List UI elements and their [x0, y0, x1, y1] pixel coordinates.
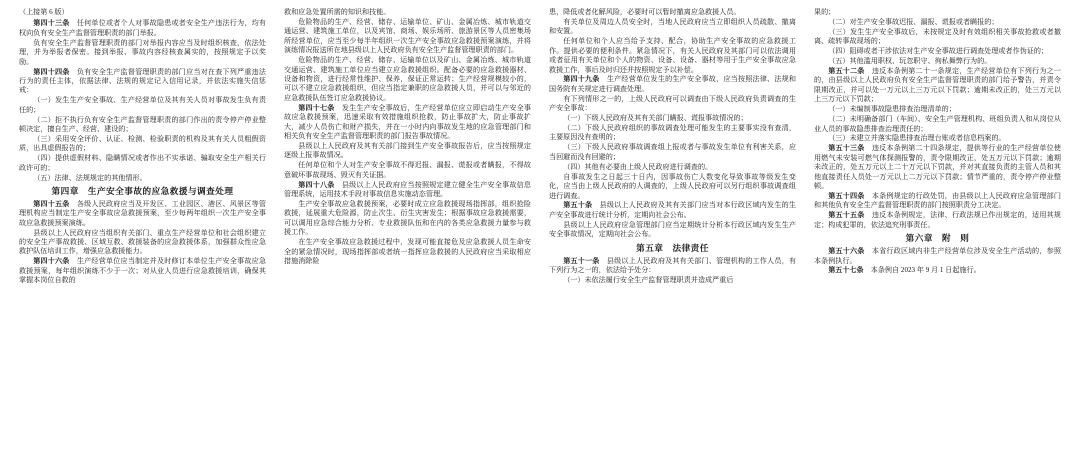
text-column-4 — [805, 8, 1070, 449]
paragraph: 任何单位和个人应当给予支持、配合，协助生产安全事故的应急救援工作。提供必要的便利条件。紧急情况下，有关人民政府及其部门可以依法调用或者征用有关单位和个人的物资、设备、设备、器材等用于生产安全事故应急救援工作，事后及时归还并按照规定予以补偿。 — [549, 37, 796, 74]
paragraph: 第四十四条 负有安全生产监督管理职责的部门应当对在查下列严重违法行为的责任主体，依据法律、法规的规定记入信用记录，并依法实施失信惩戒： — [19, 67, 266, 95]
paragraph: 负有安全生产监督管理职责的部门对举报内容应当及时组织核查，依法处理，并为举报者保密。接到举报、事故内容经核查属实的，按照规定予以奖励。 — [19, 38, 266, 66]
paragraph: （一）下级人民政府及其有关部门瞒报、谎报事故情况的； — [563, 114, 748, 123]
paragraph: （一）发生生产安全事故、生产经营单位及其有关人员对事故发生负有责任的； — [19, 96, 266, 114]
paragraph: 患，降低或者化解风险，必要时可以暂时撤离应急救援人员。 — [549, 8, 741, 16]
paragraph: 果的； — [814, 8, 836, 16]
paragraph: （二）下级人民政府组织的事故调查处理可能发生的主要事实没有查清，主要原因没有查明的； — [549, 124, 796, 142]
paragraph: 第五十二条 违反本条例第二十一条规定，生产经营单位有下列行为之一的，由县级以上人民政府负有安全生产监督管理职责的部门给予警告，并责令限期改正，并可以处一万元以上三万元以下罚款；逾期未改正的，处三万元以上三万元以下罚款； — [814, 67, 1061, 104]
chapter-heading: 第五章 法律责任 — [636, 242, 709, 253]
paragraph: 任何单位和个人对生产安全事故不得迟报、漏报、谎报或者瞒报，不得故意破坏事故现场、毁灭有关证据。 — [284, 161, 531, 179]
paragraph: 县级以上人民政府应急管理部门应当定期统计分析本行政区域内发生生产安全事故情况，定期向社会公布。 — [549, 220, 796, 239]
paragraph: 生产安全事故应急救援预案，必要时成立应急救援现场指挥部，组织抢险救援，延展重大危险源，防止次生、衍生灾害发生；根据事故应急救援需要，可以调用应急综合能力分析、专业救援队伍和在内的各类应急救援力量参与救援工作。 — [284, 199, 531, 237]
text-column-1 — [10, 8, 275, 449]
paragraph: 第五十一条 县级以上人民政府及其有关部门、管理机构的工作人员，有下列行为之一的，依法给予处分： — [549, 256, 796, 274]
paragraph: （三）采用安全评价、认证、检测、检验职责的机构及其有关人员粗假资质，出具虚假报告的； — [19, 134, 266, 153]
paragraph: 第五十五条 违反本条例规定，法律、行政法规已作出规定的，适用其规定；构成犯罪的，依法追究刑事责任。 — [814, 211, 1061, 229]
paragraph: 自事故发生之日起三十日内，因事故伤亡人数变化导致事故等级发生变化，应当由上级人民政府的人调查的，上级人民政府可以另行组织事故调查组进行调查。 — [549, 172, 796, 200]
paragraph: 第四十六条 生产经营单位应当制定并及时修订本单位生产安全事故应急救援预案，每年组织演练不少于一次；对从业人员进行应急救援培训，确保其掌握本岗位自救的 — [19, 257, 266, 285]
chapter-heading: 第六章 附 则 — [905, 233, 970, 244]
paragraph: （一）未依法履行安全生产监督管理职责并造成严重后 — [563, 275, 734, 284]
paragraph: （五）法律、法规规定的其他情形。 — [33, 173, 147, 182]
paragraph: （五）其他滥用职权、玩忽职守、徇私舞弊行为的。 — [828, 57, 992, 66]
paragraph: 第四十八条 县级以上人民政府应当按照规定建立健全生产安全事故信息管理系统，运用技术手段对事故信息实施动态管理。 — [284, 180, 531, 199]
paragraph: 第五十七条 本条例自 2023 年 9 月 1 日起施行。 — [828, 266, 981, 275]
paragraph: （三）发生生产安全事故后，未按规定及时有效组织相关事故抢救或者撤离、疏转事故现场的； — [814, 27, 1061, 46]
paragraph: （三）下级人民政府事故调查组上报或者与事故发生单位有利害关系，应当回避而没有回避的； — [549, 143, 796, 161]
paragraph: 第五十四条 本条例规定的行政处罚，由县级以上人民政府应急管理部门和其他负有安全生产监督管理职责的部门按照职责分工决定。 — [814, 192, 1061, 210]
chapter-heading: 第四章 生产安全事故的应急救援与调查处理 — [51, 186, 234, 197]
paragraph: （三）未建立并落实隐患排查治理台账或者信息档案的。 — [828, 134, 1006, 143]
continuation-note: （上接第 6 版） — [19, 8, 69, 16]
paragraph: （四）阻碍或者干涉依法对生产安全事故进行调查处理或者作伪证的； — [828, 47, 1049, 56]
text-column-3 — [540, 8, 805, 449]
paragraph: 县级以上人民政府应当组织有关部门、重点生产经营单位和社会组织建立的安全生产事故救援、区域互救、救援装备的应急救援体系，加强群众性应急救护队伍培训工作，增强应急救援能力。 — [19, 228, 266, 256]
paragraph: 第五十条 县级以上人民政府及其有关部门应当对本行政区域内发生的生产安全事故进行统计分析，定期向社会公布。 — [549, 201, 796, 219]
paragraph: （二）拒不执行负有安全生产监督管理职责的部门作出的责令停产停业整顿决定，擅自生产、经营、建设的； — [19, 115, 266, 134]
paragraph: 第四十九条 生产经营单位发生的生产安全事故，应当按照法律、法规和国务院有关规定进行调查处理。 — [549, 75, 796, 93]
paragraph: 县级以上人民政府及其有关部门接到生产安全事故报告后，应当按照规定逐级上报事故情况。 — [284, 141, 531, 160]
paragraph: 危险物品的生产、经营、储存、运输单位、矿山、金属冶炼、城市轨道交通运营、建筑施工单位，以及宾馆、商场、娱乐场所、旅游景区等人员密集场所经营单位，应当至少每半年组织一次生产安全事故应急救援预案演练，并将演练情况报送所在地县级以上人民政府负有安全生产监督管理职责的部门。 — [284, 17, 531, 55]
paragraph: 第四十三条 任何单位或者个人对事故隐患或者安全生产违法行为，均有权向负有安全生产监督管理职责的部门举报。 — [19, 19, 266, 37]
paragraph: （四）提供虚假材料、隐瞒情况或者作出不实承诺、骗取安全生产相关行政许可的； — [19, 154, 266, 172]
paragraph: 第四十七条 发生生产安全事故后，生产经营单位应立即启动生产安全事故应急救援预案，迅速采取有效措施组织抢救，防止事故扩大，防止事故扩大，减少人员伤亡和财产损失，并在一小时内向事故发生地的应急管理部门和相关负有安全生产监督管理职责的部门报告事故情况。 — [284, 103, 531, 140]
paragraph: （四）其他有必要由上级人民政府进行调查的。 — [563, 162, 713, 171]
paragraph: 第五十三条 违反本条例第二十四条规定，提供等行业的生产经营单位使用燃气未安装可燃气体探测报警的，责令限期改正，处五万元以下罚款；逾期未改正的，处五万元以上二十万元以下罚款，并对其直接负责的主管人员和其他直接责任人员处一万元以上二万元以下罚款；情节严重的，责令停产停业整顿。 — [814, 144, 1061, 191]
paragraph: 有下列情形之一的，上级人民政府可以调查由下级人民政府负责调查的生产安全事故： — [549, 94, 796, 113]
paragraph: 救和应急处置所需的知识和技能。 — [284, 8, 391, 16]
paragraph: 在生产安全事故应急救援过程中，发现可能直接危及应急救援人员生命安全的紧急情况时，现场指挥部或者统一指挥应急救援的人民政府应当采取相应措施消除险 — [284, 238, 531, 265]
paragraph: 第四十五条 各级人民政府应当及开发区、工业园区、港区、风景区等管理机构应当制定生产安全事故应急救援预案，至少每两年组织一次生产安全事故应急救援预案演练。 — [19, 199, 266, 227]
paragraph: （一）未编制事故隐患排查治理清单的； — [828, 105, 956, 114]
paragraph: 危险物品的生产、经营、储存、运输单位以及矿山、金属冶炼、城市轨道交通运营、建筑施工单位应当建立应急救援组织。配备必要的应急救援器材、设备和物资，进行经常性维护、保养，保证正常运转；生产经营规模较小的，可以不建立应急救援组织，但应当指定兼职的应急救援人员，并可以与邻近的应急救援队伍签订应急救援协议。 — [284, 56, 531, 102]
text-column-2 — [275, 8, 540, 449]
paragraph: （二）未明确备部门（车间）、安全生产管理机构、班组负责人和从岗位从业人员的事故隐患排查治理责任的； — [814, 115, 1061, 133]
paragraph: 有关单位及周边人员安全时，当地人民政府应当立即组织人员疏散、撤离和安置。 — [549, 17, 796, 36]
paragraph: 第五十六条 本省行政区域内非生产经营单位涉及安全生产活动的，参照本条例执行。 — [814, 247, 1061, 265]
paragraph: （二）对生产安全事故迟报、漏报、谎报或者瞒报的； — [828, 17, 999, 26]
